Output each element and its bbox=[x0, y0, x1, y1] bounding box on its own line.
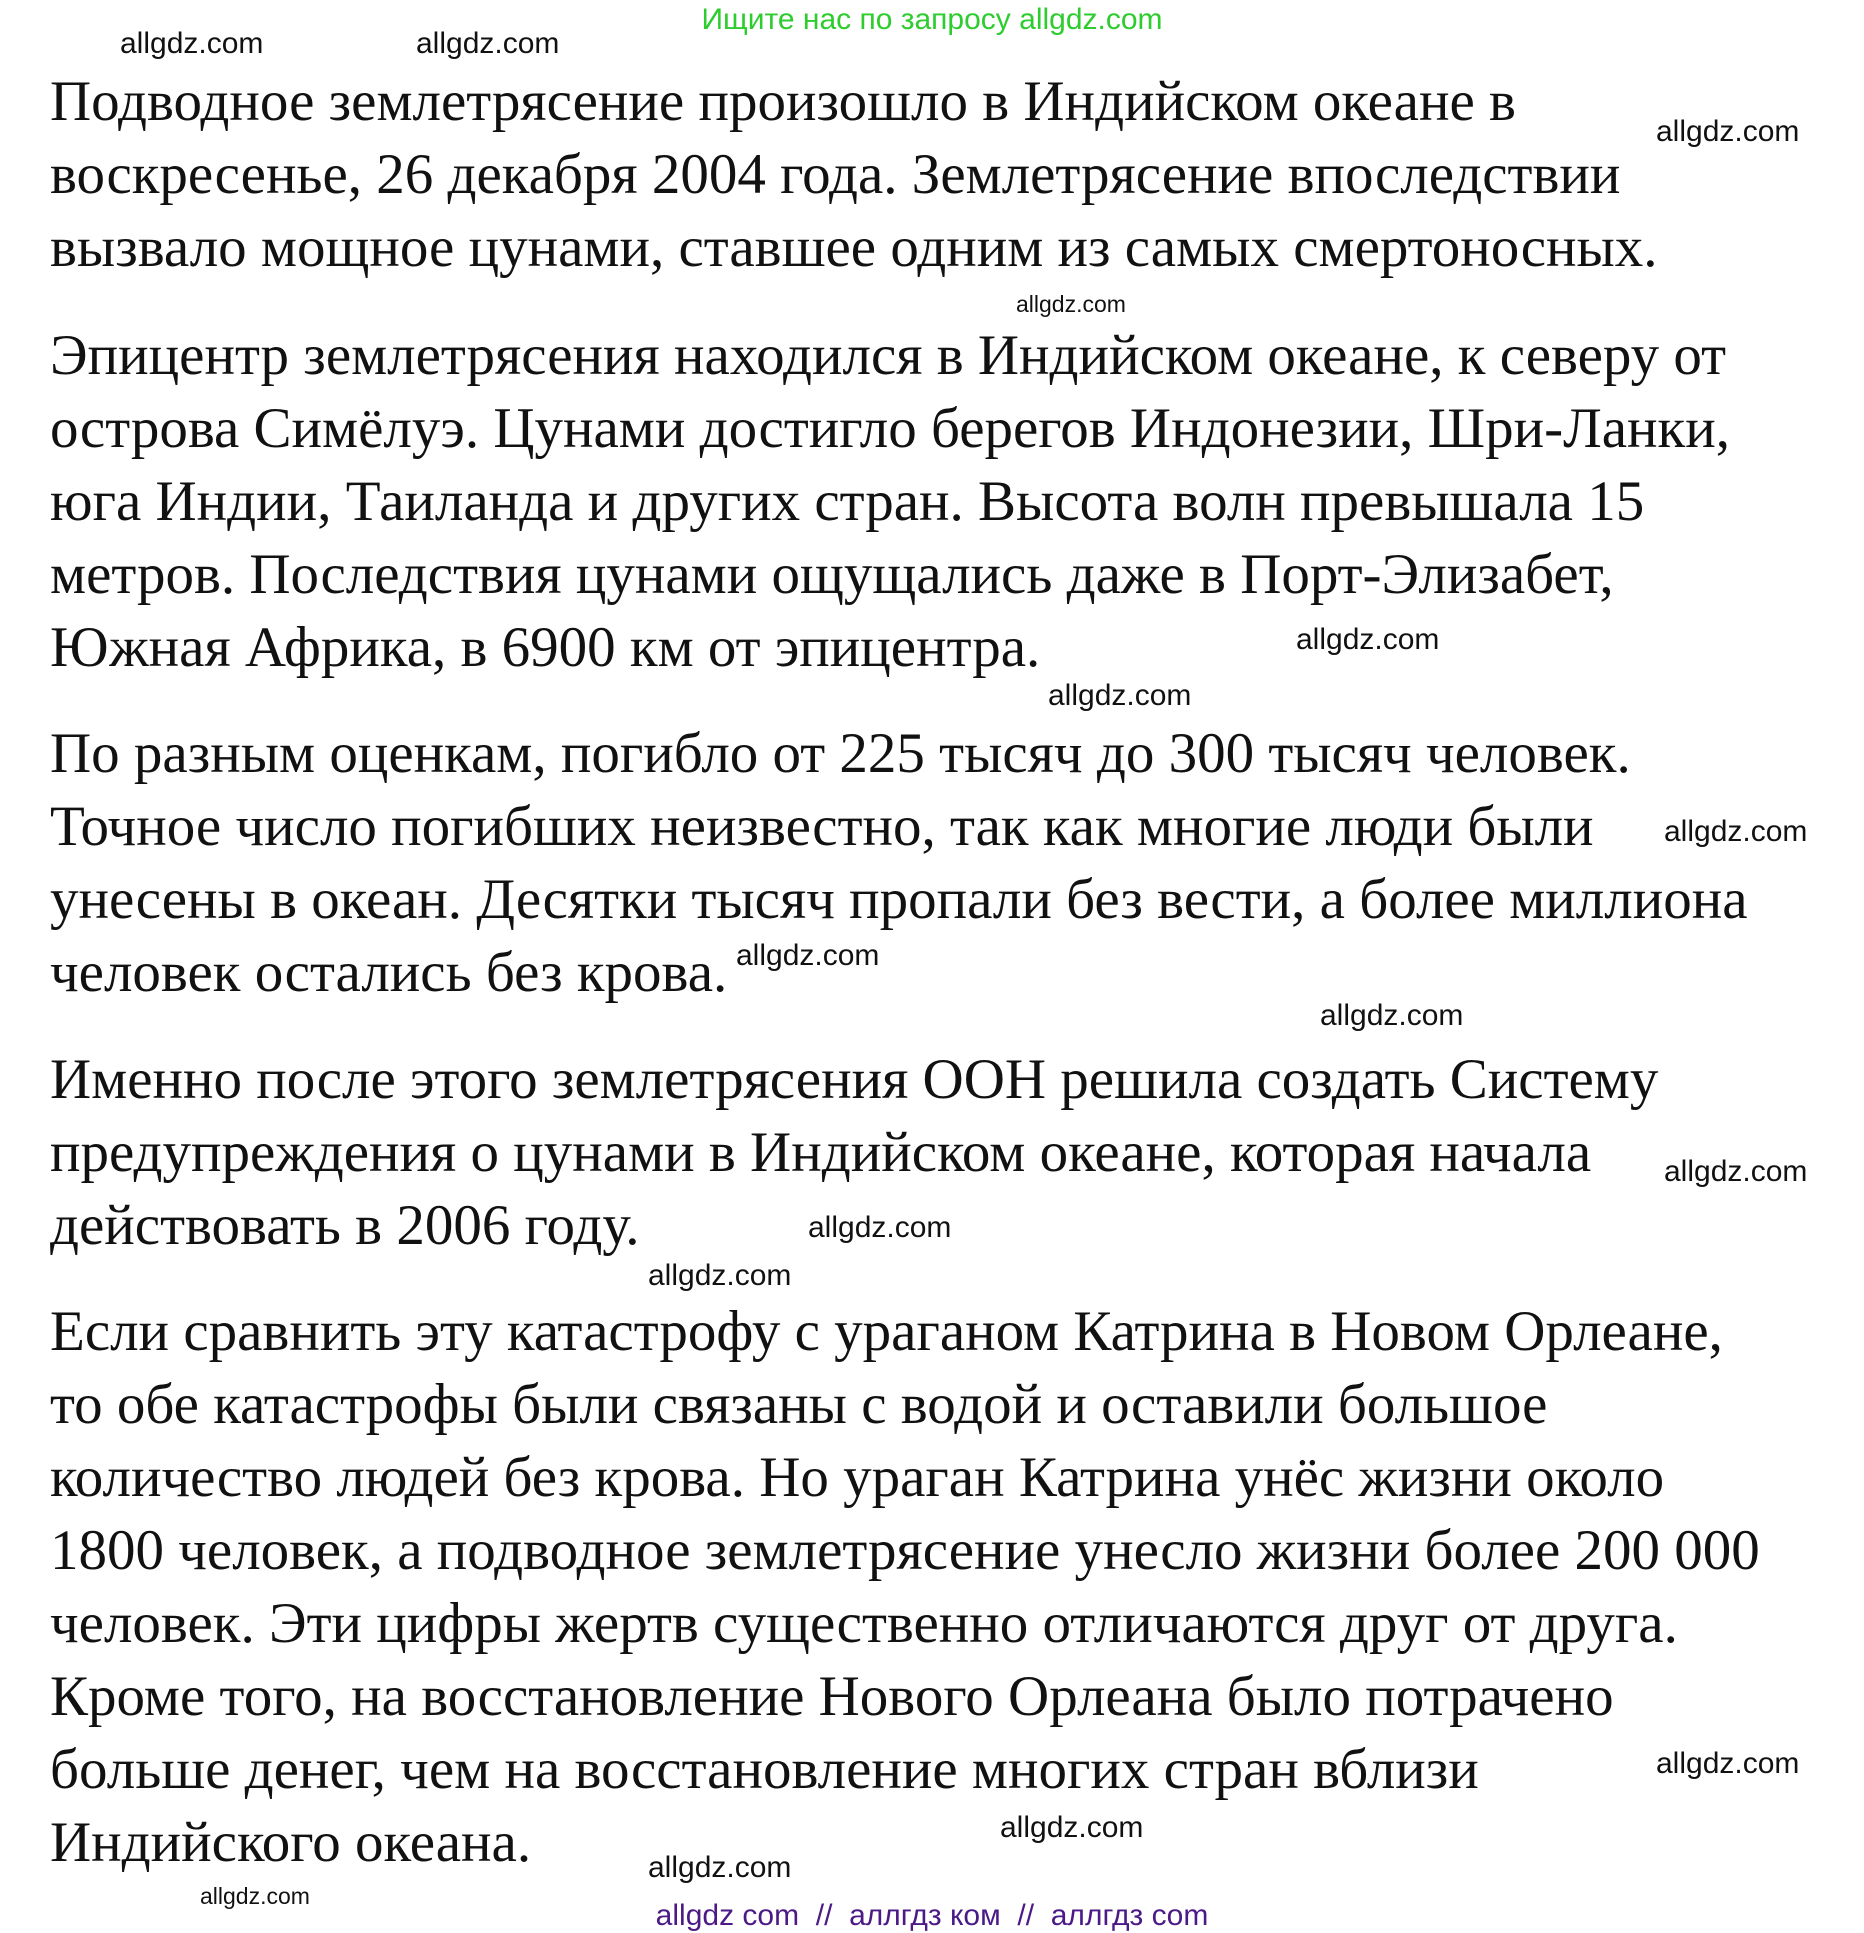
watermark: allgdz.com bbox=[120, 27, 264, 60]
text-line: Если сравнить эту катастрофу с ураганом Катрина в Новом Орлеане, bbox=[50, 1300, 1723, 1363]
text-line: человек. Эти цифры жертв существенно отличаются друг от друга. bbox=[50, 1592, 1678, 1655]
watermark: allgdz.com bbox=[1320, 999, 1464, 1032]
text-line: острова Симёлуэ. Цунами достигло берегов Индонезии, Шри-Ланки, bbox=[50, 397, 1730, 460]
text-line: вызвало мощное цунами, ставшее одним из самых смертоносных. bbox=[50, 216, 1658, 279]
watermark: allgdz.com bbox=[648, 1851, 792, 1884]
watermark: allgdz.com bbox=[1664, 1155, 1808, 1188]
watermark: allgdz.com bbox=[736, 939, 880, 972]
text-line: воскресенье, 26 декабря 2004 года. Землетрясение впоследствии bbox=[50, 143, 1621, 206]
watermark: allgdz.com bbox=[808, 1211, 952, 1244]
watermark: allgdz.com bbox=[1048, 679, 1192, 712]
text-line: Именно после этого землетрясения ООН решила создать Систему bbox=[50, 1048, 1659, 1111]
text-line: По разным оценкам, погибло от 225 тысяч до 300 тысяч человек. bbox=[50, 722, 1631, 785]
paragraph-1 bbox=[50, 65, 1658, 284]
watermark: allgdz.com bbox=[1656, 1747, 1800, 1780]
text-line: Южная Африка, в 6900 км от эпицентра. bbox=[50, 616, 1041, 679]
text-line: Эпицентр землетрясения находился в Индийском океане, к северу от bbox=[50, 324, 1727, 387]
text-line: юга Индии, Таиланда и других стран. Высота волн превышала 15 bbox=[50, 470, 1645, 533]
text-line: Подводное землетрясение произошло в Индийском океане в bbox=[50, 70, 1516, 133]
watermark: allgdz.com bbox=[1016, 291, 1126, 317]
text-line: больше денег, чем на восстановление многих стран вблизи bbox=[50, 1738, 1479, 1801]
text-line: то обе катастрофы были связаны с водой и оставили большое bbox=[50, 1373, 1548, 1436]
text-line: предупреждения о цунами в Индийском океане, которая начала bbox=[50, 1121, 1592, 1184]
text-line: Точное число погибших неизвестно, так как многие люди были bbox=[50, 795, 1594, 858]
watermark: allgdz.com bbox=[648, 1259, 792, 1292]
watermark: allgdz.com bbox=[1000, 1811, 1144, 1844]
header-watermark: Ищите нас по запросу allgdz.com bbox=[701, 3, 1163, 36]
paragraph-3 bbox=[50, 717, 1748, 1009]
text-line: 1800 человек, а подводное землетрясение унесло жизни более 200 000 bbox=[50, 1519, 1760, 1582]
paragraph-2 bbox=[50, 319, 1730, 684]
text-line: метров. Последствия цунами ощущались даже в Порт-Элизабет, bbox=[50, 543, 1614, 606]
text-line: Индийского океана. bbox=[50, 1811, 532, 1874]
watermark: allgdz.com bbox=[1664, 815, 1808, 848]
text-line: унесены в океан. Десятки тысяч пропали без вести, а более миллиона bbox=[50, 868, 1748, 931]
watermark: allgdz.com bbox=[416, 27, 560, 60]
text-line: Кроме того, на восстановление Нового Орлеана было потрачено bbox=[50, 1665, 1614, 1728]
paragraph-5 bbox=[50, 1295, 1760, 1879]
watermark: allgdz.com bbox=[200, 1883, 310, 1909]
text-line: человек остались без крова. bbox=[50, 941, 728, 1004]
text-line: действовать в 2006 году. bbox=[50, 1194, 640, 1257]
footer-watermark: allgdz com // аллгдз ком // аллгдз com bbox=[655, 1899, 1209, 1932]
watermark: allgdz.com bbox=[1296, 623, 1440, 656]
text-line: количество людей без крова. Но ураган Катрина унёс жизни около bbox=[50, 1446, 1665, 1509]
watermark: allgdz.com bbox=[1656, 115, 1800, 148]
